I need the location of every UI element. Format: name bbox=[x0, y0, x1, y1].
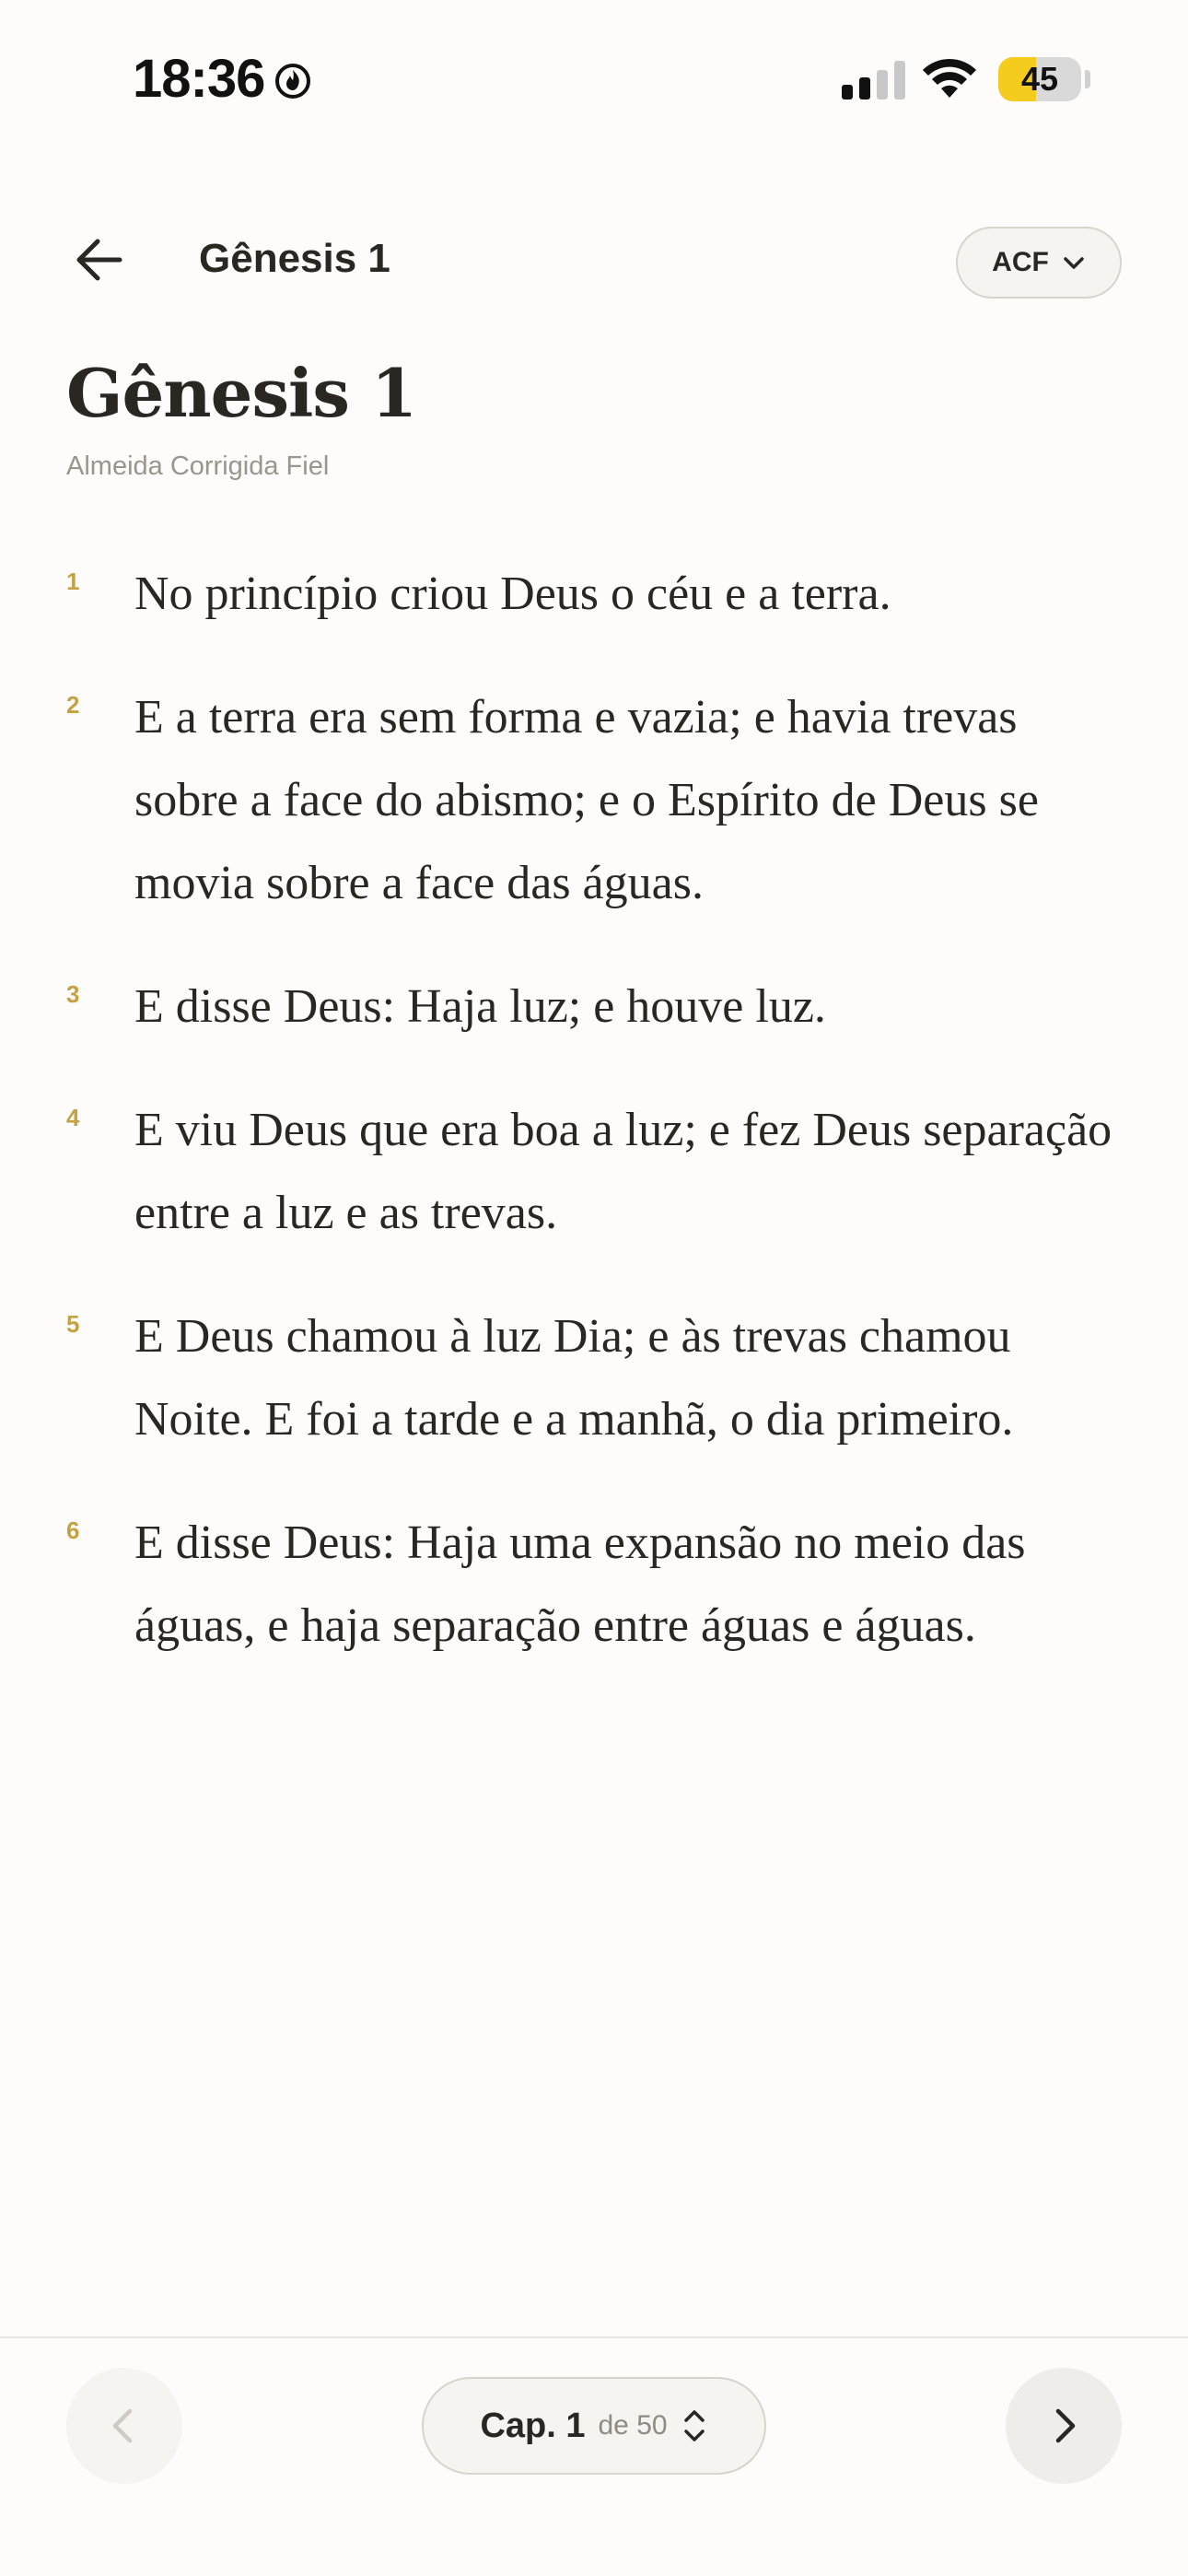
arrow-left-icon bbox=[74, 234, 125, 286]
chapter-selector-button[interactable] bbox=[422, 2377, 766, 2475]
status-bar bbox=[0, 0, 1188, 157]
verse-number: 2 bbox=[66, 691, 80, 719]
verse-item[interactable] bbox=[66, 1502, 1125, 1668]
battery-nub bbox=[1085, 70, 1090, 88]
chapter-total: de 50 bbox=[598, 2410, 668, 2441]
verse-list bbox=[66, 553, 1125, 1708]
verse-text: E viu Deus que era boa a luz; e fez Deus separação entre a luz e as trevas. bbox=[134, 1104, 1112, 1239]
wifi-icon bbox=[921, 55, 978, 100]
version-label: ACF bbox=[992, 247, 1049, 277]
back-button[interactable] bbox=[66, 227, 133, 293]
battery-level: 45 bbox=[1020, 60, 1059, 98]
verse-item[interactable] bbox=[66, 676, 1125, 925]
verse-item[interactable] bbox=[66, 966, 1125, 1048]
status-time: 18:36 bbox=[133, 49, 265, 109]
chapter-heading: Gênesis 1 bbox=[66, 354, 417, 432]
version-selector-button[interactable] bbox=[956, 227, 1122, 299]
flame-icon bbox=[273, 59, 313, 100]
verse-text: E Deus chamou à luz Dia; e às trevas chamou Noite. E foi a tarde e a manhã, o dia primeiro. bbox=[134, 1310, 1014, 1446]
previous-chapter-button[interactable] bbox=[66, 2368, 182, 2484]
chevron-left-icon bbox=[104, 2406, 145, 2446]
translation-name: Almeida Corrigida Fiel bbox=[66, 451, 330, 481]
verse-text: No princípio criou Deus o céu e a terra. bbox=[134, 568, 891, 620]
next-chapter-button[interactable] bbox=[1006, 2368, 1122, 2484]
cellular-signal-icon bbox=[842, 61, 906, 100]
verse-item[interactable] bbox=[66, 1295, 1125, 1461]
verse-number: 3 bbox=[66, 980, 80, 1008]
header-title: Gênesis 1 bbox=[199, 236, 390, 281]
verse-text: E a terra era sem forma e vazia; e havia trevas sobre a face do abismo; e o Espírito de Deus se movia sobre a face das águas. bbox=[134, 691, 1039, 909]
verse-number: 6 bbox=[66, 1516, 80, 1544]
battery-icon bbox=[998, 57, 1081, 101]
verse-item[interactable] bbox=[66, 1089, 1125, 1255]
verse-text: E disse Deus: Haja luz; e houve luz. bbox=[134, 980, 826, 1033]
verse-number: 5 bbox=[66, 1310, 80, 1338]
bottom-divider bbox=[0, 2336, 1188, 2338]
verse-number: 1 bbox=[66, 568, 80, 595]
verse-number: 4 bbox=[66, 1104, 80, 1131]
chevron-down-icon bbox=[1062, 251, 1086, 275]
chevron-up-down-icon bbox=[681, 2407, 708, 2444]
verse-text: E disse Deus: Haja uma expansão no meio das águas, e haja separação entre águas e águas. bbox=[134, 1516, 1026, 1652]
chevron-right-icon bbox=[1043, 2406, 1084, 2446]
verse-item[interactable] bbox=[66, 553, 1125, 636]
chapter-current: Cap. 1 bbox=[480, 2406, 586, 2445]
